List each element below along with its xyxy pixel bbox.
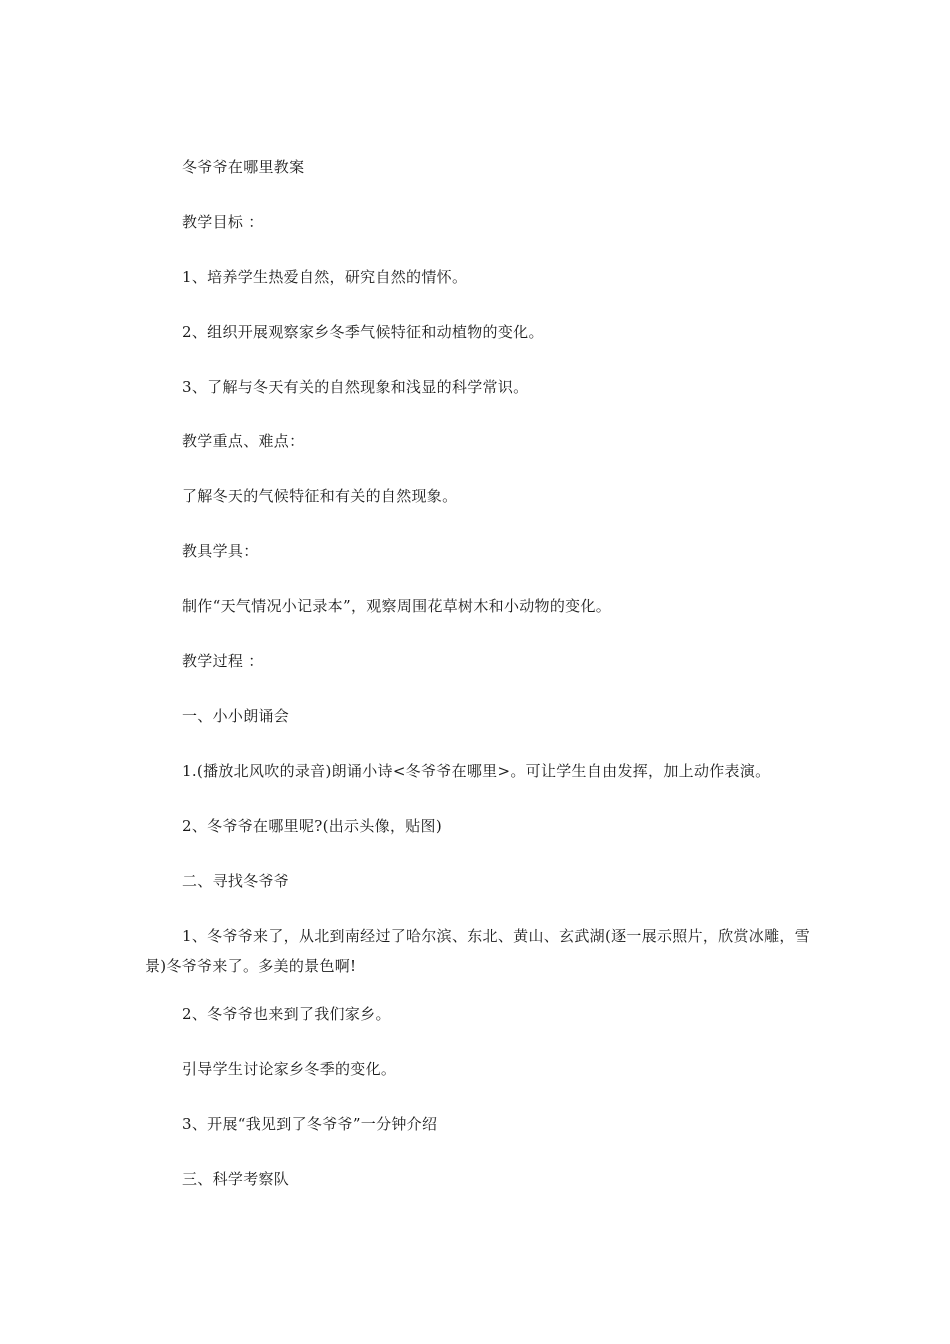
paragraph: 1.(播放北风吹的录音)朗诵小诗<冬爷爷在哪里>。可让学生自由发挥，加上动作表演。: [182, 762, 771, 780]
paragraph: 1、冬爷爷来了，从北到南经过了哈尔滨、东北、黄山、玄武湖(逐一展示照片，欣赏冰雕，雪景)冬爷爷来了。多美的景色啊!: [145, 927, 810, 975]
subsection-heading: 二、寻找冬爷爷: [182, 872, 290, 890]
section-heading-key-points: 教学重点、难点：: [182, 432, 305, 450]
paragraph: 引导学生讨论家乡冬季的变化。: [182, 1060, 397, 1078]
paragraph: 3、开展“我见到了冬爷爷”一分钟介绍: [182, 1115, 438, 1133]
subsection-heading: 一、小小朗诵会: [182, 707, 290, 725]
section-heading-process: 教学过程 ：: [182, 652, 264, 670]
paragraph: 2、组织开展观察家乡冬季气候特征和动植物的变化。: [182, 323, 544, 341]
subsection-heading: 三、科学考察队: [182, 1170, 290, 1188]
paragraph: 制作“天气情况小记录本”，观察周围花草树木和小动物的变化。: [182, 597, 612, 615]
section-heading-materials: 教具学具：: [182, 542, 259, 560]
paragraph: 了解冬天的气候特征和有关的自然现象。: [182, 487, 458, 505]
paragraph: 3、了解与冬天有关的自然现象和浅显的科学常识。: [182, 378, 529, 396]
paragraph: 2、冬爷爷在哪里呢?(出示头像，贴图): [182, 817, 442, 835]
section-heading-objectives: 教学目标 ：: [182, 213, 264, 231]
paragraph: 2、冬爷爷也来到了我们家乡。: [182, 1005, 391, 1023]
paragraph: 1、培养学生热爱自然，研究自然的情怀。: [182, 268, 468, 286]
document-title: 冬爷爷在哪里教案: [182, 158, 305, 176]
